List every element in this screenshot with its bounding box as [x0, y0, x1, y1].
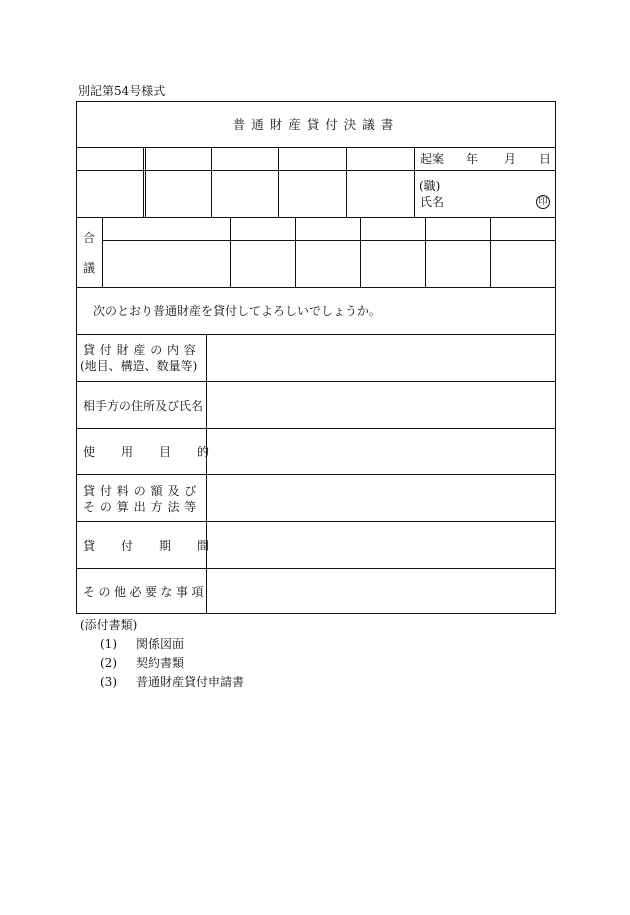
attachment-number: (1) [100, 637, 117, 651]
attachment-item [100, 637, 184, 651]
position-label: (職) [419, 179, 441, 193]
form-title: 普通財産貸付決議書 [232, 117, 400, 132]
draft-label: 起案 [420, 152, 445, 166]
form-number-label: 別記第54号様式 [78, 84, 166, 98]
month-label: 月 [504, 152, 517, 166]
attachment-number: (3) [100, 675, 117, 689]
fee-label-line-1: 貸付料の額及び [83, 484, 202, 498]
attachment-number: (2) [100, 656, 117, 670]
attachment-text: 契約書類 [136, 656, 185, 670]
period-label: 貸付期間 [83, 539, 236, 553]
attachment-text: 関係図面 [136, 637, 185, 651]
seal-mark: 印 [536, 195, 550, 209]
counterparty-label: 相手方の住所及び氏名 [83, 399, 204, 413]
attachment-text: 普通財産貸付申請書 [136, 675, 245, 689]
year-label: 年 [466, 152, 479, 166]
name-label: 氏名 [420, 195, 445, 209]
fee-label-line-2: その算出方法等 [83, 500, 202, 514]
attachment-item [100, 656, 184, 670]
other-matters-label: その他必要な事項 [83, 585, 208, 599]
table-grid-lines [76, 101, 556, 614]
consultation-char-2: 議 [83, 261, 96, 275]
approval-statement: 次のとおり普通財産を貸付してよろしいでしょうか。 [93, 304, 382, 318]
resolution-form-table [76, 101, 556, 614]
attachment-item [100, 675, 244, 689]
property-label-line-1 [83, 343, 200, 357]
attachments-heading: (添付書類) [80, 618, 138, 632]
property-label-line-2: (地目、構造、数量等) [80, 359, 198, 373]
day-label: 日 [539, 152, 552, 166]
purpose-label: 使用目的 [83, 445, 236, 459]
consultation-char-1: 合 [83, 231, 96, 245]
property-label-text-1: 貸付財産の内容 [83, 343, 201, 357]
